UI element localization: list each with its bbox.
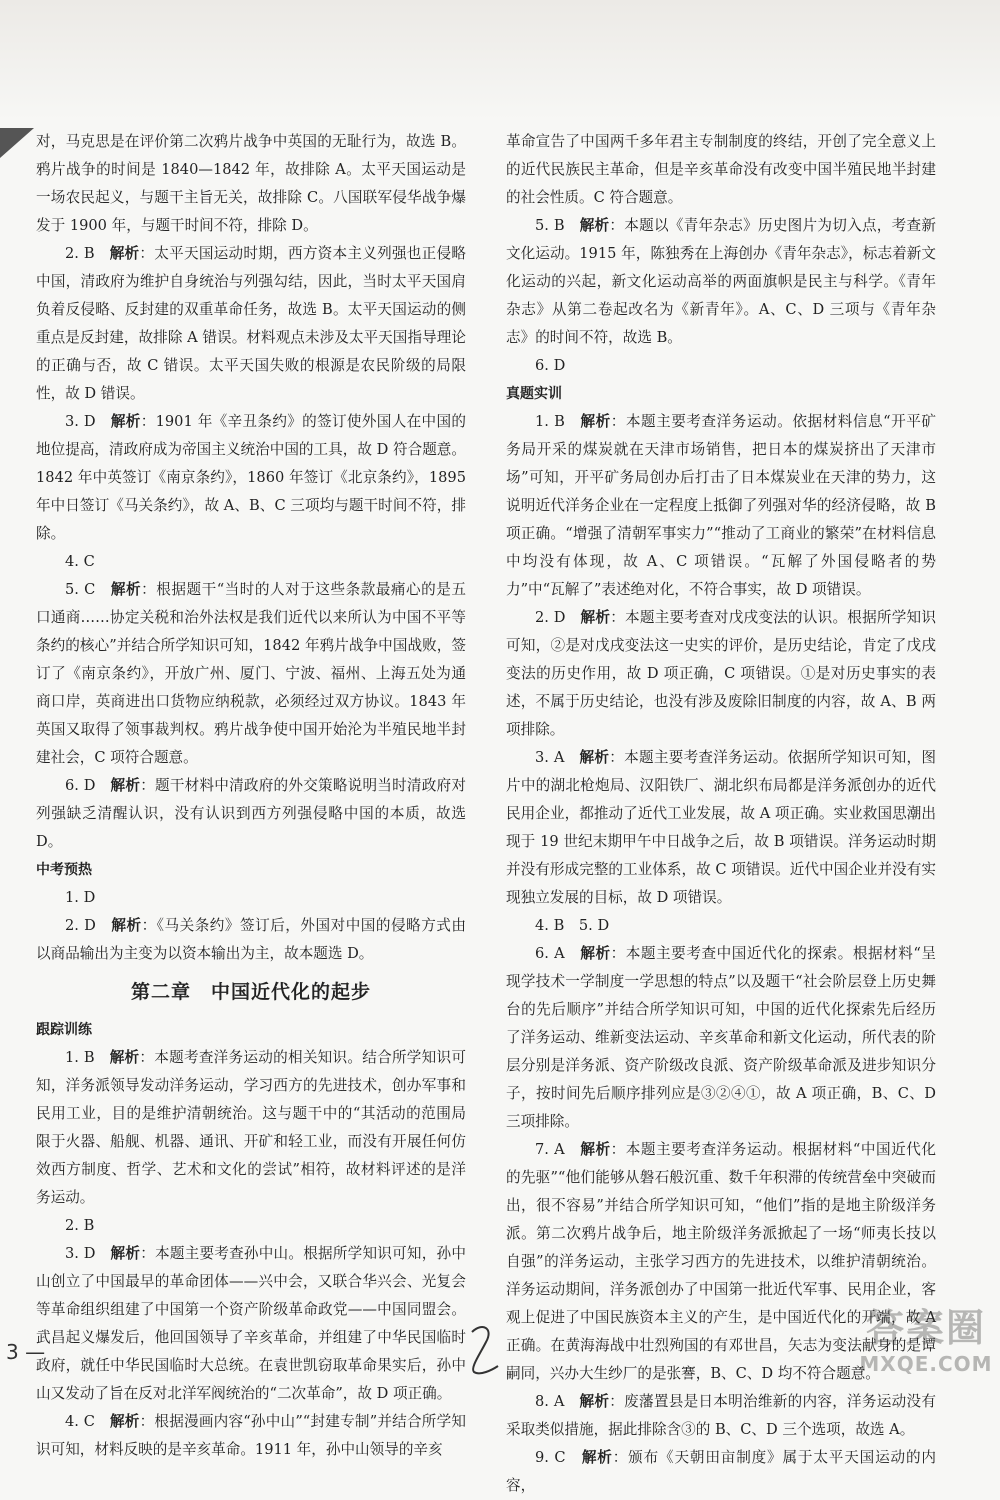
answer-item xyxy=(506,408,936,604)
answer-number: 3. D xyxy=(65,1245,96,1262)
answer-item: 2. B xyxy=(65,1217,95,1234)
answer-item xyxy=(506,604,936,744)
analysis-label: 解析 xyxy=(579,1393,610,1410)
analysis-text: ：本题主要考查洋务运动。依据材料信息“开平矿务局开采的煤炭就在天津市场销售，把日本的煤炭挤出了天津市场”可知，开平矿务局创办后打击了日本煤炭业在天津的势力，这说明近代洋务企业在一定程度上抵御了列强对华的经济侵略，故 B 项正确。“增强了清朝军事实力”“推动了工商业的繁荣”在材料信息中均没有体现，故 A、C 项错误。“瓦解了外国侵略者的势力”中“瓦解了”表述绝对化，不符合事实，故 D 项错误。 xyxy=(506,413,936,598)
analysis-label: 解析 xyxy=(110,1245,141,1262)
answer-item xyxy=(36,1044,466,1212)
answer-item: 1. D xyxy=(65,889,96,906)
analysis-label: 解析 xyxy=(580,413,611,430)
answer-number: 2. D xyxy=(65,917,96,934)
answer-item xyxy=(36,576,466,772)
analysis-text: ：本题主要考查洋务运动。根据材料“中国近代化的先驱”“他们能够从磐石般沉重、数千年积滞的传统营垒中突破而出，很不容易”并结合所学知识可知，“他们”指的是地主阶级洋务派。第二次鸦片战争后，地主阶级洋务派掀起了一场“师夷长技以自强”的洋务运动，主张学习西方的先进技术，以维护清朝统治。洋务运动期间，洋务派创办了中国第一批近代军事、民用企业，客观上促进了中国民族资本主义的产生，是中国近代化的开端，故 A 正确。在黄海海战中壮烈殉国的有邓世昌，矢志为变法献身的是谭嗣同，兴办大生纱厂的是张謇，B、C、D 均不符合题意。 xyxy=(506,1141,936,1382)
answer-number: 2. D xyxy=(535,609,566,626)
analysis-text: ：根据漫画内容“孙中山”“封建专制”并结合所学知识可知，材料反映的是辛亥革命。1911 年，孙中山领导的辛亥 xyxy=(36,1413,466,1458)
answer-number: 7. A xyxy=(535,1141,565,1158)
analysis-text: ：本题以《青年杂志》历史图片为切入点，考查新文化运动。1915 年，陈独秀在上海创办《青年杂志》，标志着新文化运动的兴起，新文化运动高举的两面旗帜是民主与科学。《青年杂志》从第二卷起改名为《新青年》。A、C、D 三项与《青年杂志》的时间不符，故选 B。 xyxy=(506,217,936,346)
answer-number: 1. B xyxy=(535,413,565,430)
answer-number: 8. A xyxy=(535,1393,565,1410)
paragraph: 革命宣告了中国两千多年君主专制制度的终结，开创了完全意义上的近代民族民主革命，但是辛亥革命没有改变中国半殖民地半封建的社会性质。C 符合题意。 xyxy=(506,133,936,206)
analysis-label: 解析 xyxy=(580,609,611,626)
watermark-logo xyxy=(856,1306,996,1392)
scan-background xyxy=(0,0,1000,120)
answer-number: 6. A xyxy=(535,945,565,962)
pen-scribble xyxy=(464,1320,504,1380)
analysis-label: 解析 xyxy=(110,777,141,794)
analysis-label: 解析 xyxy=(580,945,611,962)
watermark-title: 答案圈 xyxy=(865,1306,986,1350)
analysis-text: ：本题考查洋务运动的相关知识。结合所学知识可知，洋务派领导发动洋务运动，学习西方的先进技术，创办军事和民用工业，目的是维护清朝统治。这与题干中的“其活动的范围局限于火器、船舰、机器、通讯、开矿和轻工业，而没有开展任何仿效西方制度、哲学、艺术和文化的尝试”相符，故材料评述的是洋务运动。 xyxy=(36,1049,466,1206)
answer-item: 4. C xyxy=(65,553,95,570)
answer-item: 6. D xyxy=(535,357,566,374)
analysis-label: 解析 xyxy=(110,413,141,430)
analysis-text: ：根据题干“当时的人对于这些条款最痛心的是五口通商……协定关税和治外法权是我们近代以来所认为中国不平等条约的核心”并结合所学知识可知，1842 年鸦片战争中国战败，签订了《南京条约》，开放广州、厦门、宁波、福州、上海五处为通商口岸，英商进出口货物应纳税款，必须经过双方协议。1843 年英国又取得了领事裁判权。鸦片战争使中国开始沦为半殖民地半封建社会，C 项符合题意。 xyxy=(36,581,466,766)
answer-number: 3. A xyxy=(535,749,565,766)
answer-number: 1. B xyxy=(65,1049,95,1066)
analysis-text: ：本题主要考查中国近代化的探索。根据材料“呈现学技术一学制度一学思想的特点”以及题干“社会阶层登上历史舞台的先后顺序”并结合所学知识可知，中国的近代化探索先后经历了洋务运动、维新变法运动、辛亥革命和新文化运动，所代表的阶层分别是洋务派、资产阶级改良派、资产阶级革命派及进步知识分子，按时间先后顺序排列应是③②④①，故 A 项正确，B、C、D 三项排除。 xyxy=(506,945,936,1130)
answer-number: 9. C xyxy=(535,1449,566,1466)
answer-item xyxy=(36,240,466,408)
analysis-text: ：本题主要考查对戊戌变法的认识。根据所学知识可知，②是对戊戌变法这一史实的评价，是历史结论，肯定了戊戌变法的历史作用，故 D 项正确，C 项错误。①是对历史事实的表述，不属于历史结论，也没有涉及废除旧制度的内容，故 A、B 两项排除。 xyxy=(506,609,936,738)
watermark-url: MXQE.COM xyxy=(859,1352,993,1376)
answer-item: 4. B 5. D xyxy=(535,917,610,934)
analysis-label: 解析 xyxy=(579,749,610,766)
analysis-label: 解析 xyxy=(109,1413,140,1430)
answer-item xyxy=(506,940,936,1136)
answer-number: 6. D xyxy=(65,777,96,794)
answer-item xyxy=(506,744,936,912)
analysis-label: 解析 xyxy=(109,245,140,262)
analysis-text: ：题干材料中清政府的外交策略说明当时清政府对列强缺乏清醒认识，没有认识到西方列强侵略中国的本质，故选 D。 xyxy=(36,777,466,850)
answer-item xyxy=(36,1408,466,1464)
page-number: 3 — xyxy=(6,1340,46,1364)
analysis-text: ：本题主要考查孙中山。根据所学知识可知，孙中山创立了中国最早的革命团体——兴中会，又联合华兴会、光复会等革命组织组建了中国第一个资产阶级革命政党——中国同盟会。武昌起义爆发后，他回国领导了辛亥革命，并组建了中华民国临时政府，就任中华民国临时大总统。在袁世凯窃取革命果实后，孙中山又发动了旨在反对北洋军阀统治的“二次革命”，故 D 项正确。 xyxy=(36,1245,466,1402)
answer-item xyxy=(506,212,936,352)
analysis-text: ：本题主要考查洋务运动。依据所学知识可知，图片中的湖北枪炮局、汉阳铁厂、湖北织布局都是洋务派创办的近代民用企业，都推动了近代工业发展，故 A 项正确。实业救国思潮出现于 19 世纪末期甲午中日战争之后，故 B 项错误。洋务运动时期并没有形成完整的工业体系，故 C 项错误。近代中国企业并没有实现独立发展的目标，故 D 项错误。 xyxy=(506,749,936,906)
answer-item xyxy=(506,1444,936,1500)
analysis-label: 解析 xyxy=(110,581,142,598)
page-corner-fold xyxy=(0,128,34,158)
analysis-text: ：太平天国运动时期，西方资本主义列强也正侵略中国，清政府为维护自身统治与列强勾结，因此，当时太平天国肩负着反侵略、反封建的双重革命任务，故选 B。太平天国运动的侧重点是反封建，故排除 A 错误。材料观点未涉及太平天国指导理论的正确与否，故 C 错误。太平天国失败的根源是农民阶级的局限性，故 D 错误。 xyxy=(36,245,466,402)
answer-item xyxy=(506,1388,936,1444)
analysis-text: ：颁布《天朝田亩制度》属于太平天国运动的内容， xyxy=(506,1449,936,1494)
analysis-label: 解析 xyxy=(580,1141,611,1158)
analysis-label: 解析 xyxy=(581,1449,613,1466)
answer-number: 3. D xyxy=(65,413,96,430)
paragraph: 对，马克思是在评价第二次鸦片战争中英国的无耻行为，故选 B。鸦片战争的时间是 1840—1842 年，故排除 A。太平天国运动是一场农民起义，与题干主旨无关，故排除 C。八国联军侵华战争爆发于 1900 年，与题干时间不符，排除 D。 xyxy=(36,133,466,234)
analysis-text: ：1901 年《辛丑条约》的签订使外国人在中国的地位提高，清政府成为帝国主义统治中国的工具，故 D 符合题意。1842 年中英签订《南京条约》，1860 年签订《北京条约》，1895 年中日签订《马关条约》，故 A、B、C 三项均与题干时间不符，排除。 xyxy=(36,413,466,542)
chapter-title: 第二章 中国近代化的起步 xyxy=(130,981,371,1003)
section-heading: 真题实训 xyxy=(506,386,562,402)
answer-number: 5. B xyxy=(535,217,565,234)
analysis-label: 解析 xyxy=(111,917,142,934)
analysis-text: ：废藩置县是日本明治维新的内容，洋务运动没有采取类似措施，据此排除含③的 B、C、D 三个选项，故选 A。 xyxy=(506,1393,936,1438)
answer-number: 2. B xyxy=(65,245,95,262)
analysis-text: ：《马关条约》签订后，外国对中国的侵略方式由以商品输出为主变为以资本输出为主，故本题选 D。 xyxy=(36,917,466,962)
left-column xyxy=(36,128,466,1458)
answer-item xyxy=(36,408,466,548)
answer-number: 4. C xyxy=(65,1413,95,1430)
analysis-label: 解析 xyxy=(579,217,610,234)
answer-item xyxy=(36,912,466,968)
section-heading: 跟踪训练 xyxy=(36,1022,92,1038)
analysis-label: 解析 xyxy=(109,1049,140,1066)
answer-item xyxy=(36,772,466,856)
section-heading: 中考预热 xyxy=(36,862,92,878)
answer-number: 5. C xyxy=(65,581,96,598)
answer-item xyxy=(36,1240,466,1408)
